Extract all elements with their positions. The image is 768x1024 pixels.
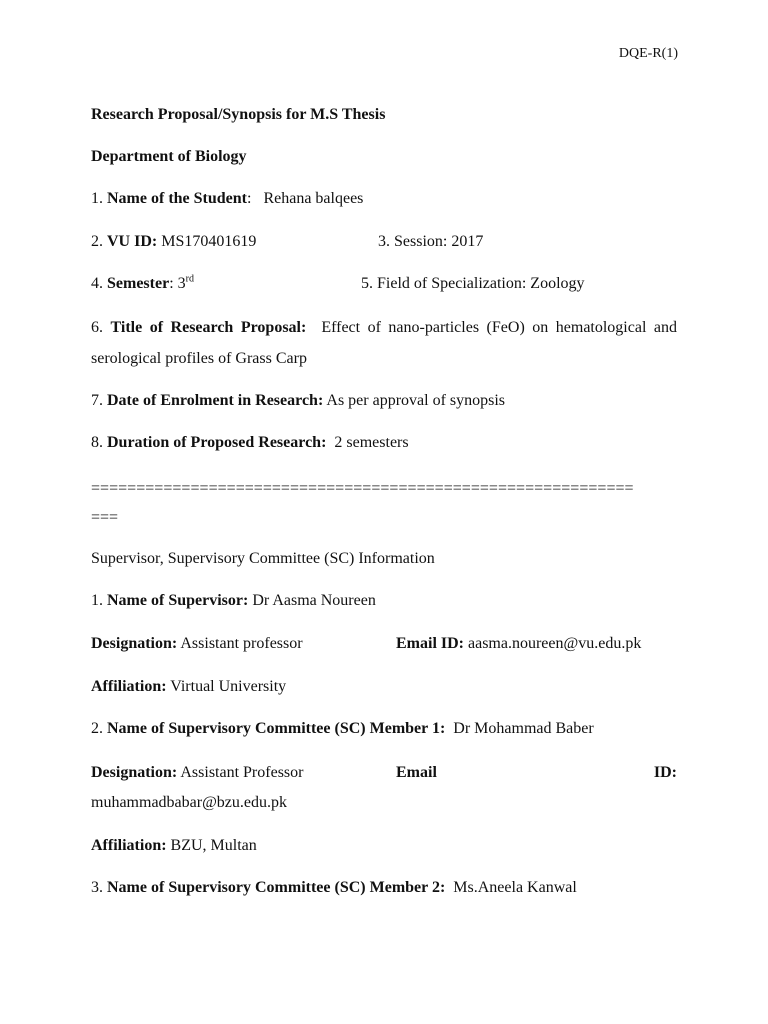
member2-row bbox=[91, 877, 677, 899]
affiliation-value: BZU, Multan bbox=[170, 837, 257, 854]
designation-value: Assistant Professor bbox=[180, 764, 304, 781]
student-name-value: Rehana balqees bbox=[263, 190, 364, 207]
supervisor-designation-row bbox=[91, 633, 677, 655]
member1-value: Dr Mohammad Baber bbox=[453, 720, 594, 737]
designation-value: Assistant professor bbox=[180, 635, 303, 652]
enrolment-label: Date of Enrolment in Research: bbox=[107, 392, 324, 409]
semester-label: Semester bbox=[107, 275, 170, 292]
item-number: 1. bbox=[91, 592, 103, 609]
enrolment-row bbox=[91, 390, 677, 412]
supervisor-label: Name of Supervisor: bbox=[107, 592, 249, 609]
supervision-heading: Supervisor, Supervisory Committee (SC) Information bbox=[91, 550, 435, 567]
semester-row bbox=[91, 273, 677, 295]
item-number: 2. bbox=[91, 233, 103, 250]
field-of-specialization: 5. Field of Specialization: Zoology bbox=[361, 275, 585, 292]
item-number: 3. bbox=[91, 879, 103, 896]
vu-id-row bbox=[91, 231, 677, 253]
duration-row bbox=[91, 432, 677, 454]
separator-line-continued: === bbox=[91, 509, 119, 526]
research-title-row bbox=[91, 312, 677, 374]
vu-id-label: VU ID: bbox=[107, 233, 158, 250]
student-name-row bbox=[91, 188, 677, 210]
vu-id-value: MS170401619 bbox=[161, 233, 257, 250]
member1-row bbox=[91, 718, 677, 740]
item-number: 1. bbox=[91, 190, 103, 207]
supervisor-row bbox=[91, 590, 677, 612]
duration-label: Duration of Proposed Research: bbox=[107, 434, 327, 451]
document-code: DQE-R(1) bbox=[618, 46, 678, 61]
designation-label: Designation: bbox=[91, 635, 178, 652]
semester-ordinal: rd bbox=[185, 273, 194, 285]
supervisor-value: Dr Aasma Noureen bbox=[252, 592, 376, 609]
email-value: aasma.noureen@vu.edu.pk bbox=[468, 635, 642, 652]
item-number: 4. bbox=[91, 275, 103, 292]
member2-value: Ms.Aneela Kanwal bbox=[453, 879, 577, 896]
supervisor-affiliation-row bbox=[91, 676, 677, 698]
separator-line: ============================================================ bbox=[91, 480, 634, 497]
member1-email-value: muhammadbabar@bzu.edu.pk bbox=[91, 794, 288, 811]
duration-value: 2 semesters bbox=[334, 434, 409, 451]
member2-label: Name of Supervisory Committee (SC) Member 2: bbox=[107, 879, 446, 896]
label-colon: : bbox=[169, 275, 174, 292]
affiliation-value: Virtual University bbox=[170, 678, 287, 695]
research-title-label: Title of Research Proposal: bbox=[110, 319, 307, 336]
label-colon: : bbox=[247, 190, 252, 207]
member1-designation-row bbox=[91, 762, 677, 784]
enrolment-value: As per approval of synopsis bbox=[326, 392, 506, 409]
item-number: 2. bbox=[91, 720, 103, 737]
research-title-value: Effect of nano-particles (FeO) on hematological and serological profiles of Grass Carp bbox=[91, 319, 677, 367]
email-label: Email bbox=[396, 764, 437, 781]
affiliation-label: Affiliation: bbox=[91, 837, 167, 854]
semester-value: 3 bbox=[177, 275, 186, 292]
item-number: 6. bbox=[91, 319, 103, 336]
document-title: Research Proposal/Synopsis for M.S Thesis bbox=[91, 106, 386, 123]
session-text: 3. Session: 2017 bbox=[378, 233, 484, 250]
supervisor-email bbox=[396, 633, 641, 655]
member1-label: Name of Supervisory Committee (SC) Member 1: bbox=[107, 720, 446, 737]
email-label: Email ID: bbox=[396, 635, 464, 652]
affiliation-label: Affiliation: bbox=[91, 678, 167, 695]
id-label: ID: bbox=[653, 764, 677, 781]
designation-label: Designation: bbox=[91, 764, 178, 781]
department-heading: Department of Biology bbox=[91, 148, 247, 165]
item-number: 7. bbox=[91, 392, 103, 409]
member1-affiliation-row bbox=[91, 835, 677, 857]
item-number: 8. bbox=[91, 434, 103, 451]
student-name-label: Name of the Student bbox=[107, 190, 247, 207]
